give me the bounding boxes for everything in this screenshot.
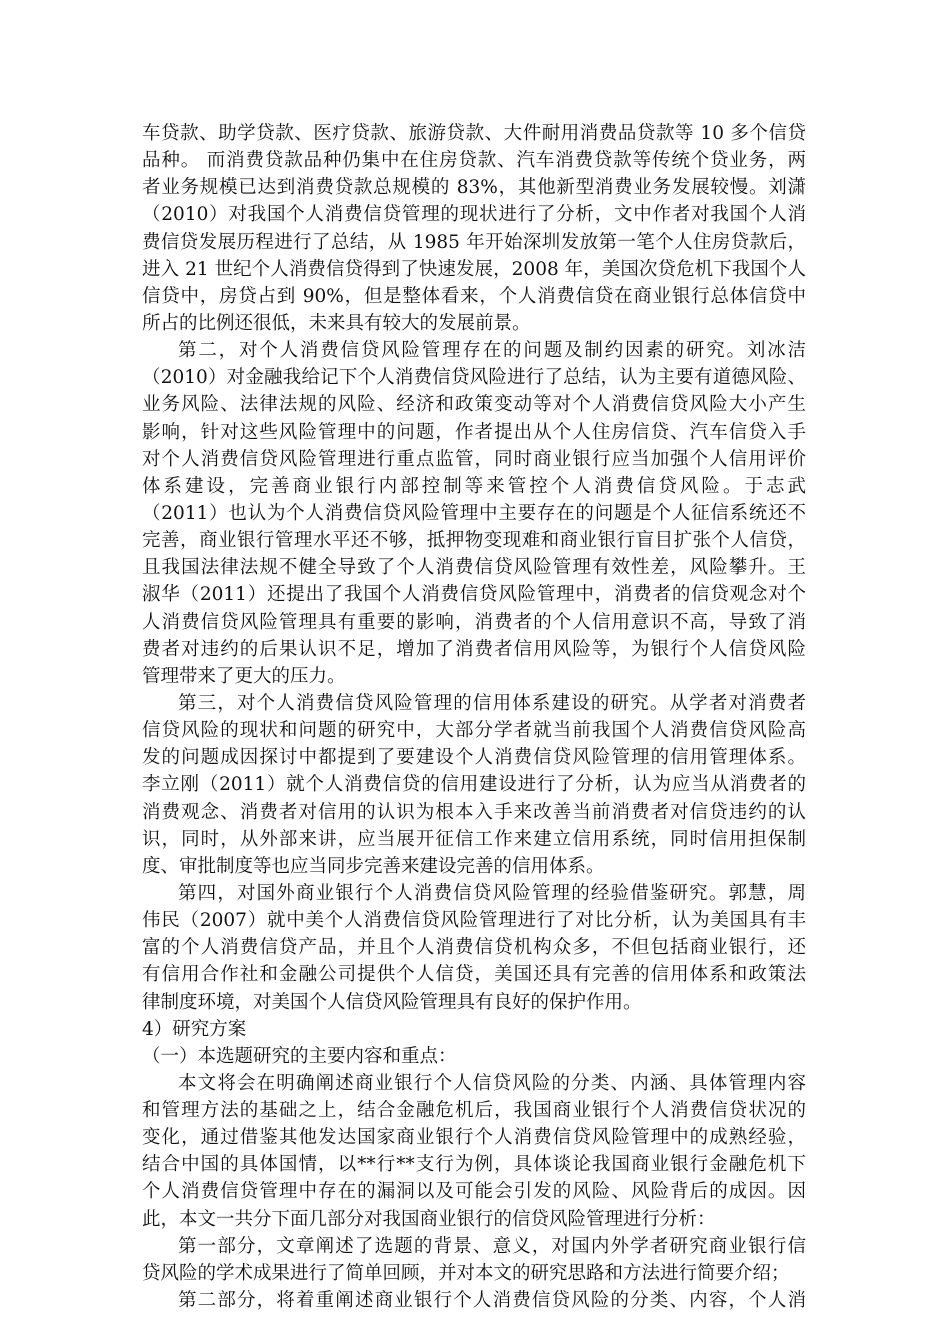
subsection-heading: （一）本选题研究的主要内容和重点： [142,1045,457,1067]
text-line: 此，本文一共分下面几部分对我国商业银行的信贷风险管理进行分析： [142,1208,716,1230]
text-line: 费信贷发展历程进行了总结，从 1985 年开始深圳发放第一笔个人住房贷款后， [142,231,806,253]
text-line: （2010）对金融我给记下个人消费信贷风险进行了总结，认为主要有道德风险、 [142,367,806,389]
text-line: 变化，通过借鉴其他发达国家商业银行个人消费信贷风险管理中的成熟经验， [142,1127,806,1149]
text-line: 费者对违约的后果认识不足，增加了消费者信用风险等，为银行个人信贷风险 [142,638,806,660]
document-page [142,120,806,1314]
text-line: 进入 21 世纪个人消费信贷得到了快速发展，2008 年，美国次贷危机下我国个人 [142,258,806,280]
text-line: 业务风险、法律法规的风险、经济和政策变动等对个人消费信贷风险大小产生 [142,394,806,416]
paragraph-third-credit-system [142,690,806,880]
text-line: （2010）对我国个人消费信贷管理的现状进行了分析，文中作者对我国个人消 [142,204,806,226]
text-line: 个人消费信贷管理中存在的漏洞以及可能会引发的风险、风险背后的成因。因 [142,1181,806,1203]
text-line: 第四，对国外商业银行个人消费信贷风险管理的经验借鉴研究。郭慧，周 [178,882,806,904]
paragraph-second-risk-problems [142,337,806,690]
text-line: 信贷中，房贷占到 90%，但是整体看来，个人消费信贷在商业银行总体信贷中 [142,285,806,307]
text-line: 和管理方法的基础之上，结合金融危机后，我国商业银行个人消费信贷状况的 [142,1100,806,1122]
text-line: 人消费信贷风险管理具有重要的影响，消费者的个人信用意识不高，导致了消 [142,611,806,633]
text-line: 车贷款、助学贷款、医疗贷款、旅游贷款、大件耐用消费品贷款等 10 多个信贷 [142,123,806,144]
text-line: 者业务规模已达到消费贷款总规模的 83%，其他新型消费业务发展较慢。刘潇 [142,177,806,199]
text-line: 影响，针对这些风险管理中的问题，作者提出从个人住房信贷、汽车信贷入手 [142,421,806,443]
text-line: 识，同时，从外部来讲，应当展开征信工作来建立信用系统，同时信用担保制 [142,828,806,850]
text-line: 体系建设，完善商业银行内部控制等来管控个人消费信贷风险。于志武 [142,475,806,497]
text-line: 信贷风险的现状和问题的研究中，大部分学者就当前我国个人消费信贷风险高 [142,720,806,742]
text-line: 对个人消费信贷风险管理进行重点监管，同时商业银行应当加强个人信用评价 [142,448,806,470]
text-line: 结合中国的具体国情，以**行**支行为例，具体谈论我国商业银行金融危机下 [142,1154,806,1176]
text-line: 伟民（2007）就中美个人消费信贷风险管理进行了对比分析，认为美国具有丰 [142,910,806,932]
text-line: 第二，对个人消费信贷风险管理存在的问题及制约因素的研究。刘冰洁 [178,340,806,362]
text-line: 第三，对个人消费信贷风险管理的信用体系建设的研究。从学者对消费者 [178,692,806,714]
text-line: 完善，商业银行管理水平还不够，抵押物变现难和商业银行盲目扩张个人信贷， [142,530,806,552]
text-line: 律制度环境，对美国个人信贷风险管理具有良好的保护作用。 [142,991,642,1013]
text-line: 有信用合作社和金融公司提供个人信贷，美国还具有完善的信用体系和政策法 [142,964,806,986]
text-line: 且我国法律法规不健全导致了个人消费信贷风险管理有效性差，风险攀升。王 [142,557,806,579]
text-line: 本文将会在明确阐述商业银行个人信贷风险的分类、内涵、具体管理内容 [178,1072,806,1094]
paragraph-main-content [142,1070,806,1233]
text-line: 淑华（2011）还提出了我国个人消费信贷风险管理中，消费者的信贷观念对个 [142,584,806,606]
text-line: 李立刚（2011）就个人消费信贷的信用建设进行了分析，认为应当从消费者的 [142,774,806,796]
paragraph-part-two [142,1287,806,1314]
paragraph-part-one [142,1233,806,1287]
paragraph-consumer-loan-status [142,120,806,337]
text-line: 度、审批制度等也应当同步完善来建设完善的信用体系。 [142,855,605,877]
text-line: 管理带来了更大的压力。 [142,665,346,687]
text-line: 第二部分，将着重阐述商业银行个人消费信贷风险的分类、内容，个人消 [178,1290,806,1312]
text-line: 第一部分，文章阐述了选题的背景、意义，对国内外学者研究商业银行信 [178,1235,806,1257]
text-line: 发的问题成因探讨中都提到了要建设个人消费信贷风险管理的信用管理体系。 [142,747,806,769]
text-line: 消费观念、消费者对信用的认识为根本入手来改善当前消费者对信贷违约的认 [142,801,806,823]
text-line: 富的个人消费信贷产品，并且个人消费信贷机构众多，不但包括商业银行，还 [142,937,806,959]
text-line: 贷风险的学术成果进行了简单回顾，并对本文的研究思路和方法进行简要介绍； [142,1262,790,1284]
text-line: （2011）也认为个人消费信贷风险管理中主要存在的问题是个人征信系统还不 [142,502,806,524]
text-line: 品种。 而消费贷款品种仍集中在住房贷款、汽车消费贷款等传统个贷业务，两 [142,150,806,172]
section-heading: 4）研究方案 [142,1018,247,1040]
paragraph-fourth-foreign-experience [142,880,806,1016]
text-line: 所占的比例还很低，未来具有较大的发展前景。 [142,312,531,334]
